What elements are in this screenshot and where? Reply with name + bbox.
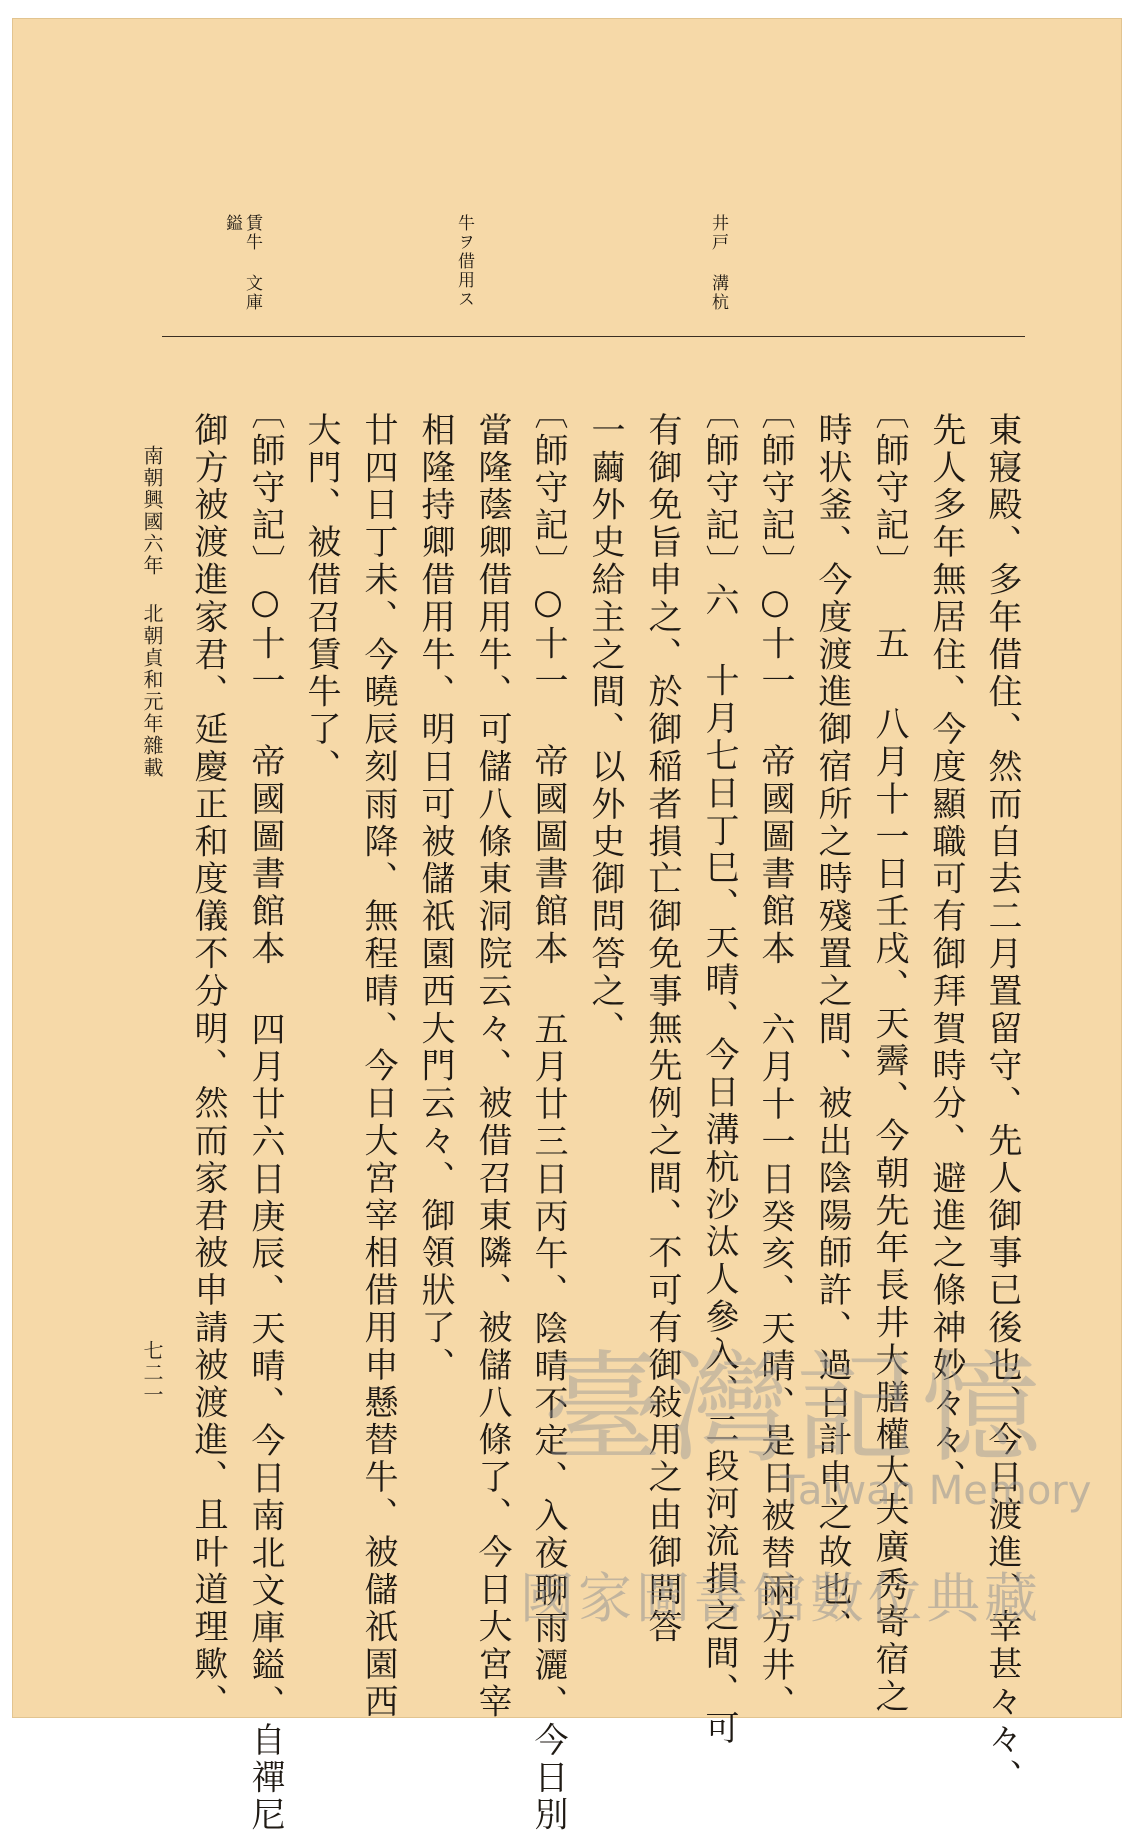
text-line: 東寢殿、多年借住、然而自去二月置留守、先人御事已後也、今日渡進、幸甚々々、 xyxy=(982,412,1022,1796)
text-line: 有御免旨申之、於御稲者損亡御免事無先例之間、不可有御敍用之由御問答 xyxy=(642,412,682,1647)
header-note: 牛ヲ借用ス xyxy=(454,214,474,309)
watermark-logo-text: 臺灣記憶 xyxy=(543,1340,1047,1470)
text-line: 〔師守記〕六 十月七日丁巳、天晴、今日溝杭沙汰人參入、二段河流損之間、可 xyxy=(699,395,739,1748)
header-note: 賃牛 文庫鎰 xyxy=(222,214,262,312)
running-head: 南朝興國六年 北朝貞和元年雜載 xyxy=(140,445,164,779)
text-line: 〔師守記〕 五 八月十一日壬戌、天霽、今朝先年長井大膳權大夫廣秀寄宿之 xyxy=(869,395,909,1716)
text-line: 時状釜、今度渡進御宿所之時殘置之間、被出陰陽師許、過日計申之故也、 xyxy=(812,412,852,1647)
header-rule xyxy=(162,336,1025,337)
text-line: 大門、被借召賃牛了、 xyxy=(301,412,341,786)
text-line: 〔師守記〕○十一 帝國圖書館本 五月廿三日丙午、陰晴不定、入夜聊雨灑、今日別 xyxy=(528,395,568,1834)
text-line: 先人多年無居住、今度顯職可有御拜賀時分、避進之條神妙々々、 xyxy=(926,412,966,1497)
text-line: 廿四日丁未、今曉辰刻雨降、無程晴、今日大宮宰相借用申懸替牛、被儲祇園西 xyxy=(358,412,398,1721)
page-number: 七二一 xyxy=(140,1340,164,1406)
text-line: 當隆蔭卿借用牛、可儲八條東洞院云々、被借召東隣、被儲八條了、今日大宮宰 xyxy=(472,412,512,1721)
header-note: 井戸 溝杭 xyxy=(708,214,728,312)
text-line: 相隆持卿借用牛、明日可被儲祇園西大門云々、御領狀了、 xyxy=(415,412,455,1385)
text-line: 〔師守記〕○十一 帝國圖書館本 四月廿六日庚辰、天晴、今日南北文庫鎰、自禪尼 xyxy=(245,395,285,1834)
text-line: 〔師守記〕○十一 帝國圖書館本 六月十一日癸亥、天晴、是日被替兩方井、 xyxy=(755,395,795,1722)
watermark-chinese: 國家圖書館數位典藏 xyxy=(520,1567,1042,1630)
text-line: 御方被渡進家君、延慶正和度儀不分明、然而家君被申請被渡進、且叶道理歟、 xyxy=(188,412,228,1721)
watermark-english: Taiwan Memory xyxy=(780,1468,1092,1514)
text-line: 一繭外史給主之間、以外史御問答之、 xyxy=(585,412,625,1048)
